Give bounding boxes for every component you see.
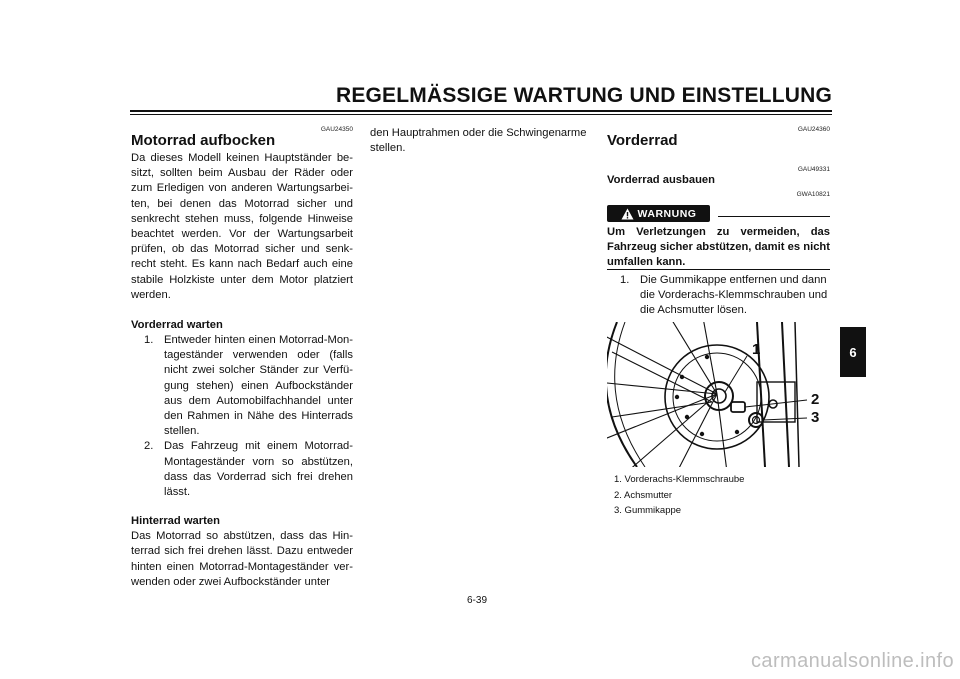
- warning-text: Um Verletzungen zu vermeiden, das Fahrzeug sicher abstützen, damit es nicht umfallen kann.: [607, 226, 830, 268]
- front-axle-illustration: [607, 322, 830, 467]
- warning-triangle-icon: [621, 208, 634, 220]
- illustration-legend: [614, 472, 830, 519]
- legend-item: 2. Achsmutter: [614, 489, 673, 501]
- warning-rule: [718, 216, 830, 217]
- legend-item: 3. Gummikappe: [614, 505, 682, 516]
- list-item: 1. Die Gummikappe entfernen und dann die Vorderachs-Klemmschrauben und die Achsmutter lösen.: [620, 274, 828, 317]
- page-number: 6-39: [467, 595, 488, 606]
- section-heading: Motorrad aufbocken: [131, 132, 276, 149]
- warning-end-rule: [607, 269, 830, 270]
- chapter-tab: 6: [840, 327, 866, 377]
- list-item: 1. Entweder hinten einen Motorrad-Montageständer verwenden oder (falls nicht zwei solcher Ständer zur Verfügung stehen) einen Aufbockständer aus dem Automobilfachhandel unter den Rahmen in Nähe des Hinterrads stellen.: [144, 334, 353, 438]
- page-header-title: REGELMÄSSIGE WARTUNG UND EINSTELLUNG: [335, 84, 832, 107]
- left-column: [131, 126, 353, 590]
- warning-code: GWA10821: [796, 191, 830, 198]
- rear-wheel-title: Hinterrad warten: [131, 515, 220, 528]
- middle-column-text: den Hauptrahmen oder die Schwingenarme stellen.: [370, 127, 587, 155]
- front-wheel-title: Vorderrad warten: [131, 319, 223, 332]
- callout-1: 1: [752, 341, 761, 358]
- watermark: carmanualsonline.info: [751, 650, 954, 672]
- section-heading: Vorderrad: [607, 132, 678, 149]
- subsection-heading: Vorderrad ausbauen: [607, 174, 715, 186]
- warning-badge: [607, 205, 710, 222]
- section-code: GAU24360: [797, 126, 830, 133]
- list-item: 2. Das Fahrzeug mit einem Motorrad-Montageständer vorn so abstützen, dass das Vorderrad sich frei drehen lässt.: [144, 440, 353, 499]
- intro-paragraph: Da dieses Modell keinen Hauptständer besitzt, sollten beim Ausbau der Räder oder zum Erledigen von anderen Wartungsarbeiten, bei denen das Motorrad sicher und senkrecht stehen muss, folgende Hinweise beachtet werden. Vor der Wartungsarbeit prüfen, ob das Motorrad sicher und senkrecht steht. Es kann nach Bedarf auch eine stabile Holzkiste unter dem Motor platziert werden.: [131, 152, 353, 301]
- legend-item: 1. Vorderachs-Klemmschraube: [614, 474, 745, 485]
- section-code: GAU24350: [320, 126, 353, 133]
- right-column: [607, 126, 830, 198]
- callout-3: 3: [811, 409, 820, 426]
- rear-wheel-paragraph: Das Motorrad so abstützen, dass das Hinterrad sich frei drehen lässt. Dazu entweder hinten einen Motorrad-Montageständer verwenden oder zwei Aufbockständer unter: [131, 530, 353, 588]
- front-steps-list: [131, 333, 353, 500]
- callout-2: 2: [811, 391, 820, 408]
- subsection-code: GAU49331: [797, 166, 830, 173]
- warning-label: WARNUNG: [637, 207, 697, 220]
- header-rule: [130, 110, 832, 114]
